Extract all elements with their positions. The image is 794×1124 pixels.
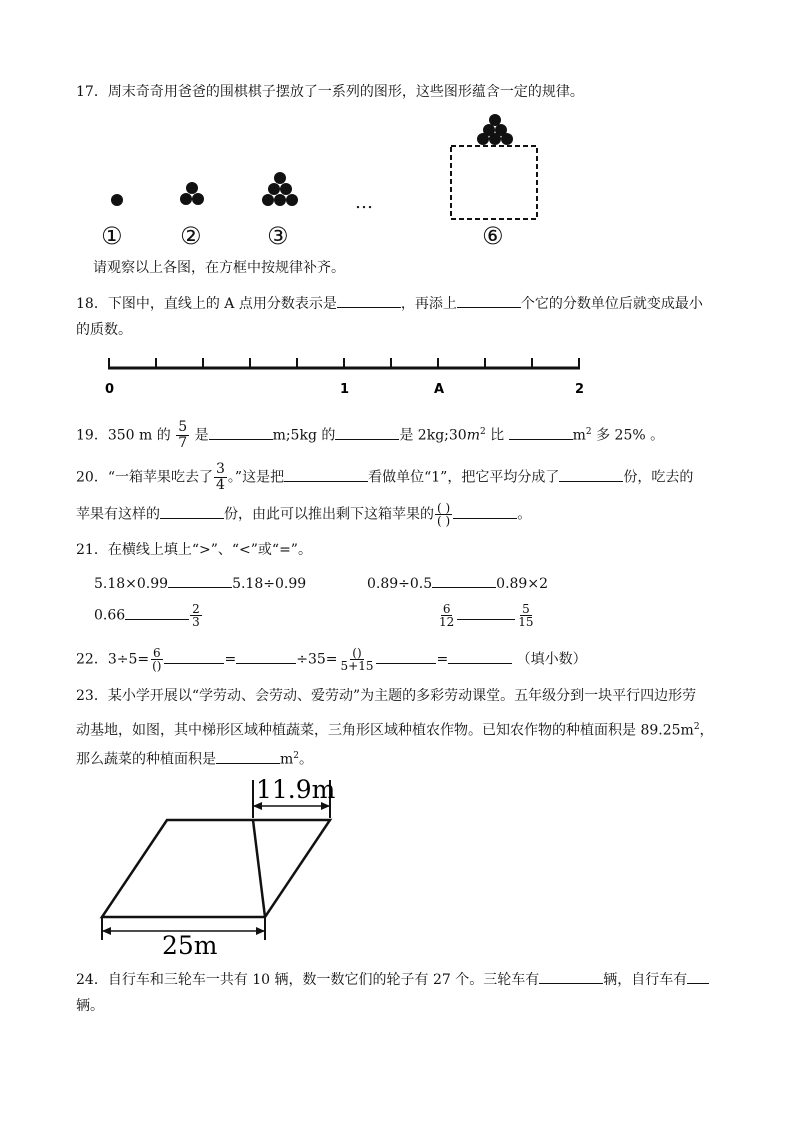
stone [111,194,123,206]
q24-a: 自行车和三轮车一共有 10 辆，数一数它们的轮子有 27 个。三轮车有 [107,972,540,988]
q23-text-1: 某小学开展以“学劳动、会劳动、爱劳动”为主题的多彩劳动课堂。五年级分到一块平行四边形劳 [107,688,697,704]
q20-a: “一箱苹果吃去了 [107,469,213,486]
label-1: ① [101,222,123,250]
number-line [100,352,590,402]
q19-line [76,420,664,451]
q18-number: 18． [76,296,108,312]
tick-0: 0 [105,382,115,397]
q20-blank-4[interactable] [453,503,517,519]
q22-blank-4[interactable] [448,648,512,664]
q18-line2: 的质数。 [76,322,132,338]
q19-f: m [572,427,586,444]
q20-number: 20． [76,469,108,486]
q21-row2-right [436,603,537,628]
q18-text-a: 下图中，直线上的 A 点用分数表示是 [107,296,337,312]
q17-figures [100,112,560,227]
q24-blank-1[interactable] [539,968,603,984]
q23-unit: m [280,751,294,768]
q21-expr-1: 5.18×0.99 [94,576,169,592]
stone-triangle-6-partial [477,114,513,145]
q21-blank-3[interactable] [125,604,189,620]
q17-instruction: 请观察以上各图，在方框中按规律补齐。 [93,260,345,276]
q21-frac-2-3: $\frac{2}{3}$ [192,602,200,629]
q20-d: 份，吃去的 [623,469,694,486]
tick-1: 1 [340,382,350,397]
q20-blank-1[interactable] [284,466,368,482]
q19-a: 350 m 的 [107,427,171,444]
q21-row2-left [94,603,203,628]
q18-blank-1[interactable] [337,292,401,308]
q17-text: 周末奇奇用爸爸的围棋棋子摆放了一系列的图形，这些图形蕴含一定的规律。 [107,84,584,100]
q23-line2 [76,717,714,741]
q23-line3 [76,746,313,770]
q19-blank-2[interactable] [335,424,399,440]
q21-text: 在横线上填上“>”、“<”或“=”。 [107,542,312,558]
label-2: ② [180,222,202,250]
q24-b: 辆，自行车有 [603,972,688,988]
q22-a: 3÷5= [107,651,150,668]
q21-blank-1[interactable] [168,572,232,588]
q21-frac-6-12: $\frac{6}{12}$ [439,602,455,629]
q18-line1 [76,292,703,314]
q19-m: m [466,427,480,444]
q24-line1 [76,968,709,990]
q21-frac-5-15: $\frac{5}{15}$ [518,602,534,629]
stone-triangle-3 [262,172,298,206]
q21-expr-3: 0.89÷0.5 [367,576,433,592]
stone-triangle-2 [180,182,204,205]
q19-blank-3[interactable] [509,424,573,440]
dim-top-label: 11.9m [256,775,336,804]
q23-sup-2: 2 [293,751,300,761]
q23-text-2b: ， [699,722,714,739]
tick-2: 2 [575,382,585,397]
dim-bottom-label: 25m [162,931,218,957]
q22-frac-1: $\frac{6}{()}$ [152,646,162,673]
q21-number: 21． [76,542,108,558]
q20-g: 。 [517,506,532,523]
q18-text-b: ，再添上 [400,296,457,312]
q22-blank-1[interactable] [164,648,224,664]
q20-blank-2[interactable] [559,466,623,482]
q23-number: 23． [76,688,108,704]
q19-exp: 2 [479,426,486,437]
q24-line2: 辆。 [76,998,104,1014]
q22-eq-1: = [224,651,237,668]
q20-f: 份，由此可以推出剩下这箱苹果的 [224,506,434,523]
q23-text-3: 那么蔬菜的种植面积是 [76,751,216,768]
q20-line1 [76,462,693,493]
ellipsis: … [355,192,373,213]
q19-b: 是 [194,427,209,444]
q19-fraction: $\frac{5}{7}$ [178,419,188,451]
q20-e: 苹果有这样的 [76,506,160,523]
q22-frac-2: $\frac{()}{5+15}$ [340,646,374,673]
q20-c: 看做单位“1”，把它平均分成了 [368,469,560,486]
q21-row1-right [367,572,548,594]
tick-a: A [434,382,445,397]
q21-expr-5: 0.66 [94,607,126,624]
q21-expr-4: 0.89×2 [496,576,548,592]
q23-text-2: 动基地，如图，其中梯形区域种植蔬菜，三角形区域种植农作物。已知农作物的种植面积是 89.25m [76,722,694,739]
q23-text-3c: 。 [299,751,314,768]
q21-blank-4[interactable] [457,604,515,620]
q22-blank-2[interactable] [236,648,296,664]
q22-blank-3[interactable] [376,648,436,664]
q24-number: 24． [76,972,108,988]
q22-div: ÷35= [296,651,338,668]
q22-line [76,647,587,672]
label-3: ③ [267,222,289,250]
q17-line [76,82,584,102]
answer-box [451,146,537,219]
q18-blank-2[interactable] [457,292,521,308]
q21-expr-2: 5.18÷0.99 [232,576,307,592]
q22-eq-2: = [436,651,449,668]
q19-blank-1[interactable] [209,424,273,440]
q19-c: m;5kg 的 [272,427,336,444]
q21-row1-left [94,572,306,594]
q19-e: 比 [490,427,505,444]
q17-number: 17． [76,84,108,100]
q19-f-exp: 2 [585,426,592,437]
q20-b: 。”这是把 [227,469,285,486]
q21-blank-2[interactable] [432,572,496,588]
q20-paren-fraction[interactable]: $\frac{( )}{( )}$ [437,501,451,528]
q21-line [76,540,312,560]
q22-number: 22． [76,651,108,668]
q22-note: （填小数） [516,651,587,668]
q23-line1 [76,686,696,706]
q20-fraction: $\frac{3}{4}$ [216,461,225,493]
q23-blank[interactable] [216,748,280,764]
q20-blank-3[interactable] [160,503,224,519]
q20-line2 [76,502,531,527]
q19-g: 多 25% 。 [596,427,665,444]
q18-text-c: 个它的分数单位后就变成最小 [520,296,703,312]
q19-d: 是 2kg;30 [399,427,467,444]
parallelogram-figure [92,772,342,957]
label-6: ⑥ [482,222,504,250]
q19-number: 19． [76,427,108,444]
q23-sup-1: 2 [693,722,700,732]
q24-blank-2[interactable] [687,968,709,984]
